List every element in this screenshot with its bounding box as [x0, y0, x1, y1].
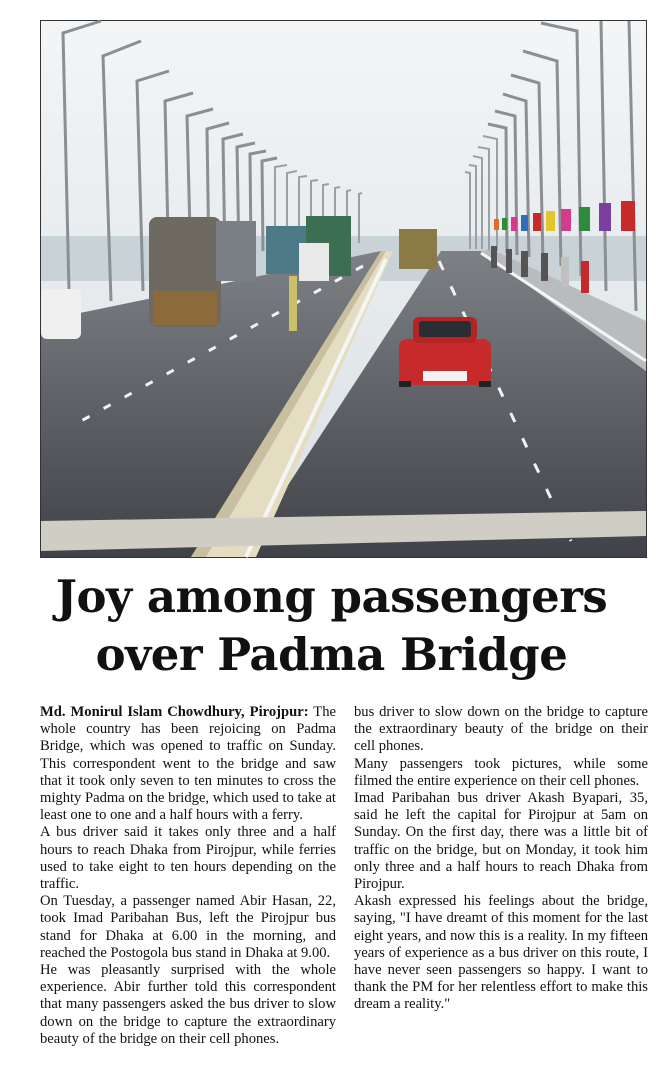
article-column-left — [40, 704, 336, 1047]
headline — [0, 568, 663, 684]
article-paragraph: Many passengers took pictures, while some filmed the entire experience on their cell phones. — [354, 755, 648, 789]
article-column-right — [354, 704, 648, 1014]
article-paragraph: On Tuesday, a passenger named Abir Hasan, 22, took Imad Paribahan Bus, left the Pirojpur bus stand for Dhaka at 6.00 in the morning, and reached the Postogola bus stand in Dhaka at 9.00. — [40, 893, 336, 961]
headline-line-1: Joy among passengers — [55, 570, 608, 623]
paragraph-text: The whole country has been rejoicing on Padma Bridge, which was opened to traffic on Sunday. This correspondent went to the bridge and saw that it took only seven to ten minutes to cross the mighty Padma on the bridge, which used to take at least one to one and a half hours with a ferry. — [40, 704, 336, 824]
byline: Md. Monirul Islam Chowdhury, Pirojpur: — [40, 704, 309, 720]
article-paragraph — [40, 704, 336, 824]
headline-line-2: over Padma Bridge — [95, 628, 568, 681]
bridge-photo-icon — [41, 21, 646, 557]
article-paragraph: Akash expressed his feelings about the bridge, saying, "I have dreamt of this moment for the last eight years, and now this is a reality. In my fifteen years of experience as a bus driver on this route, I have never seen passengers so happy. I want to thank the PM for her relentless effort to make this dream a reality." — [354, 893, 648, 1013]
article-paragraph: He was pleasantly surprised with the whole experience. Abir further told this correspondent that many passengers asked the bus driver to slow down on the bridge to capture the extraordinary beauty of the bridge on their cell phones. — [40, 962, 336, 1047]
article-paragraph: A bus driver said it takes only three and a half hours to reach Dhaka from Pirojpur, while ferries used to take eight to ten hours depending on the traffic. — [40, 824, 336, 893]
article-paragraph-continued: bus driver to slow down on the bridge to capture the extraordinary beauty of the bridge on their cell phones. — [354, 704, 648, 755]
bridge-photo — [40, 20, 647, 558]
article-paragraph: Imad Paribahan bus driver Akash Byapari, 35, said he left the capital for Pirojpur at 5am on Sunday. On the first day, there was a little bit of traffic on the bridge, but on Monday, it took him only three and a half hours to reach Dhaka from Pirojpur. — [354, 790, 648, 893]
